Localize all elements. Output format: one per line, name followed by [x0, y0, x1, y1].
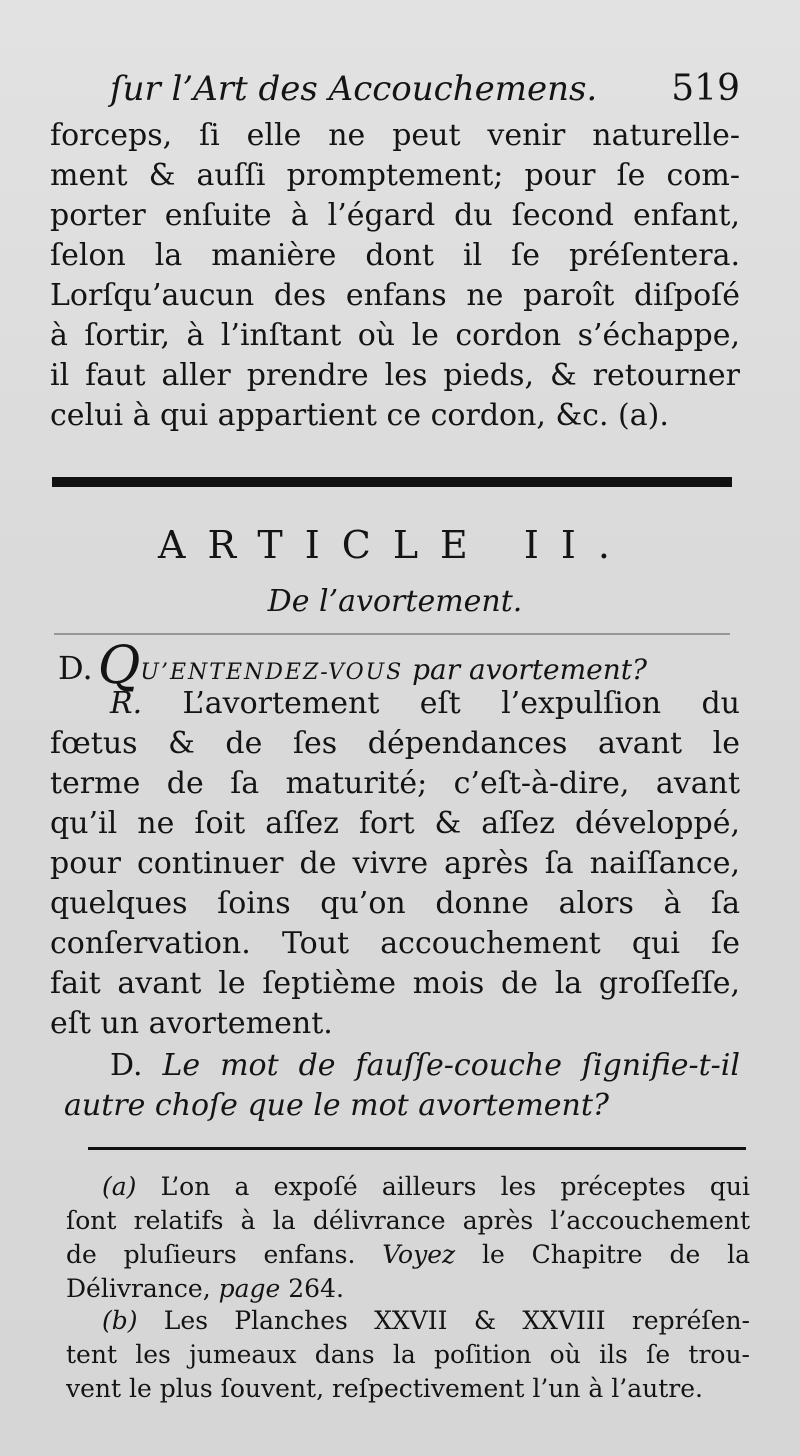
question-prefix: D. — [110, 1048, 143, 1083]
text-line: forceps, ſi elle ne peut venir naturelle- — [50, 118, 740, 153]
text-line: pour continuer de vivre après ſa naiſſance, — [50, 846, 740, 881]
footnote-line: vent le plus ſouvent, reſpectivement l’un à l’autre. — [66, 1374, 703, 1403]
footnote-text: L’on a expoſé ailleurs les préceptes qui — [136, 1172, 750, 1201]
drop-letter: Q — [97, 636, 141, 696]
text-line — [50, 684, 740, 724]
footnote-b — [66, 1304, 750, 1406]
question-text: Le mot de fauſſe-couche ſignifie-t-il — [142, 1048, 740, 1083]
footnote-text: le Chapitre de la — [455, 1240, 750, 1269]
text-line: conſervation. Tout accouchement qui ſe — [50, 926, 740, 961]
page-number: 519 — [671, 68, 740, 109]
top-paragraph — [50, 116, 740, 436]
text-line: quelques ſoins qu’on donne alors à ſa — [50, 886, 740, 921]
answer-first-rest: L’avortement eſt l’expulſion du — [142, 686, 740, 721]
footnote-text: de pluſieurs enfans. — [66, 1240, 383, 1269]
footnote-line — [66, 1170, 750, 1204]
text-line: autre choſe que le mot avortement? — [64, 1088, 609, 1123]
footnote-text-italic: Voyez — [382, 1240, 456, 1269]
footnote-line: ſont relatifs à la délivrance après l’accouchement — [66, 1206, 750, 1235]
footnote-line: tent les jumeaux dans la poſition où ils ſe trou- — [66, 1340, 750, 1369]
running-head — [110, 64, 740, 114]
footnote-line — [66, 1238, 750, 1272]
text-line: qu’il ne ſoit aſſez fort & aſſez développé, — [50, 806, 740, 841]
running-title: ſur l’Art des Accouchemens. — [110, 69, 598, 109]
answer-paragraph — [50, 684, 740, 1044]
footnote-text-italic: page — [218, 1274, 281, 1303]
answer-marker: R. — [110, 686, 143, 721]
text-line — [50, 1046, 740, 1086]
text-line: ment & auſſi promptement; pour ſe com- — [50, 158, 740, 193]
text-line: celui à qui appartient ce cordon, &c. (a). — [50, 398, 669, 433]
text-line: fœtus & de ſes dépendances avant le — [50, 726, 740, 761]
footnote-line — [66, 1272, 750, 1306]
footnote-a — [66, 1170, 750, 1306]
question-prefix: D. — [58, 649, 93, 687]
text-line: Lorſqu’aucun des enfans ne paroît diſpoſé — [50, 278, 740, 313]
footnote-text: 264. — [280, 1274, 344, 1303]
footnote-text: Les Planches XXVII & XXVIII repréſen- — [137, 1306, 750, 1335]
article-subtitle: De l’avortement. — [267, 584, 523, 619]
footnote-marker: (a) — [102, 1172, 137, 1201]
question-rest: par avortement? — [403, 653, 648, 686]
footnote-text: Délivrance, — [66, 1274, 219, 1303]
text-line: il faut aller prendre les pieds, & retourner — [50, 358, 740, 393]
footnote-rule — [88, 1147, 746, 1150]
question-line — [58, 636, 748, 696]
text-line: terme de ſa maturité; c’eſt-à-dire, avant — [50, 766, 740, 801]
question-smallcaps: U’ENTENDEZ-VOUS — [140, 660, 404, 685]
text-line: porter enſuite à l’égard du ſecond enfant, — [50, 198, 740, 233]
question-two — [50, 1046, 740, 1126]
section-divider — [52, 477, 732, 487]
text-line: fait avant le ſeptième mois de la groſſeſſe, — [50, 966, 740, 1001]
text-line: eſt un avortement. — [50, 1006, 333, 1041]
faint-rule — [54, 633, 730, 635]
footnote-line — [66, 1304, 750, 1338]
article-heading: ARTICLE II. — [158, 523, 632, 567]
text-line: ſelon la manière dont il ſe préſentera. — [50, 238, 740, 273]
footnote-marker: (b) — [102, 1306, 138, 1335]
text-line: à ſortir, à l’inſtant où le cordon s’échappe, — [50, 318, 740, 353]
